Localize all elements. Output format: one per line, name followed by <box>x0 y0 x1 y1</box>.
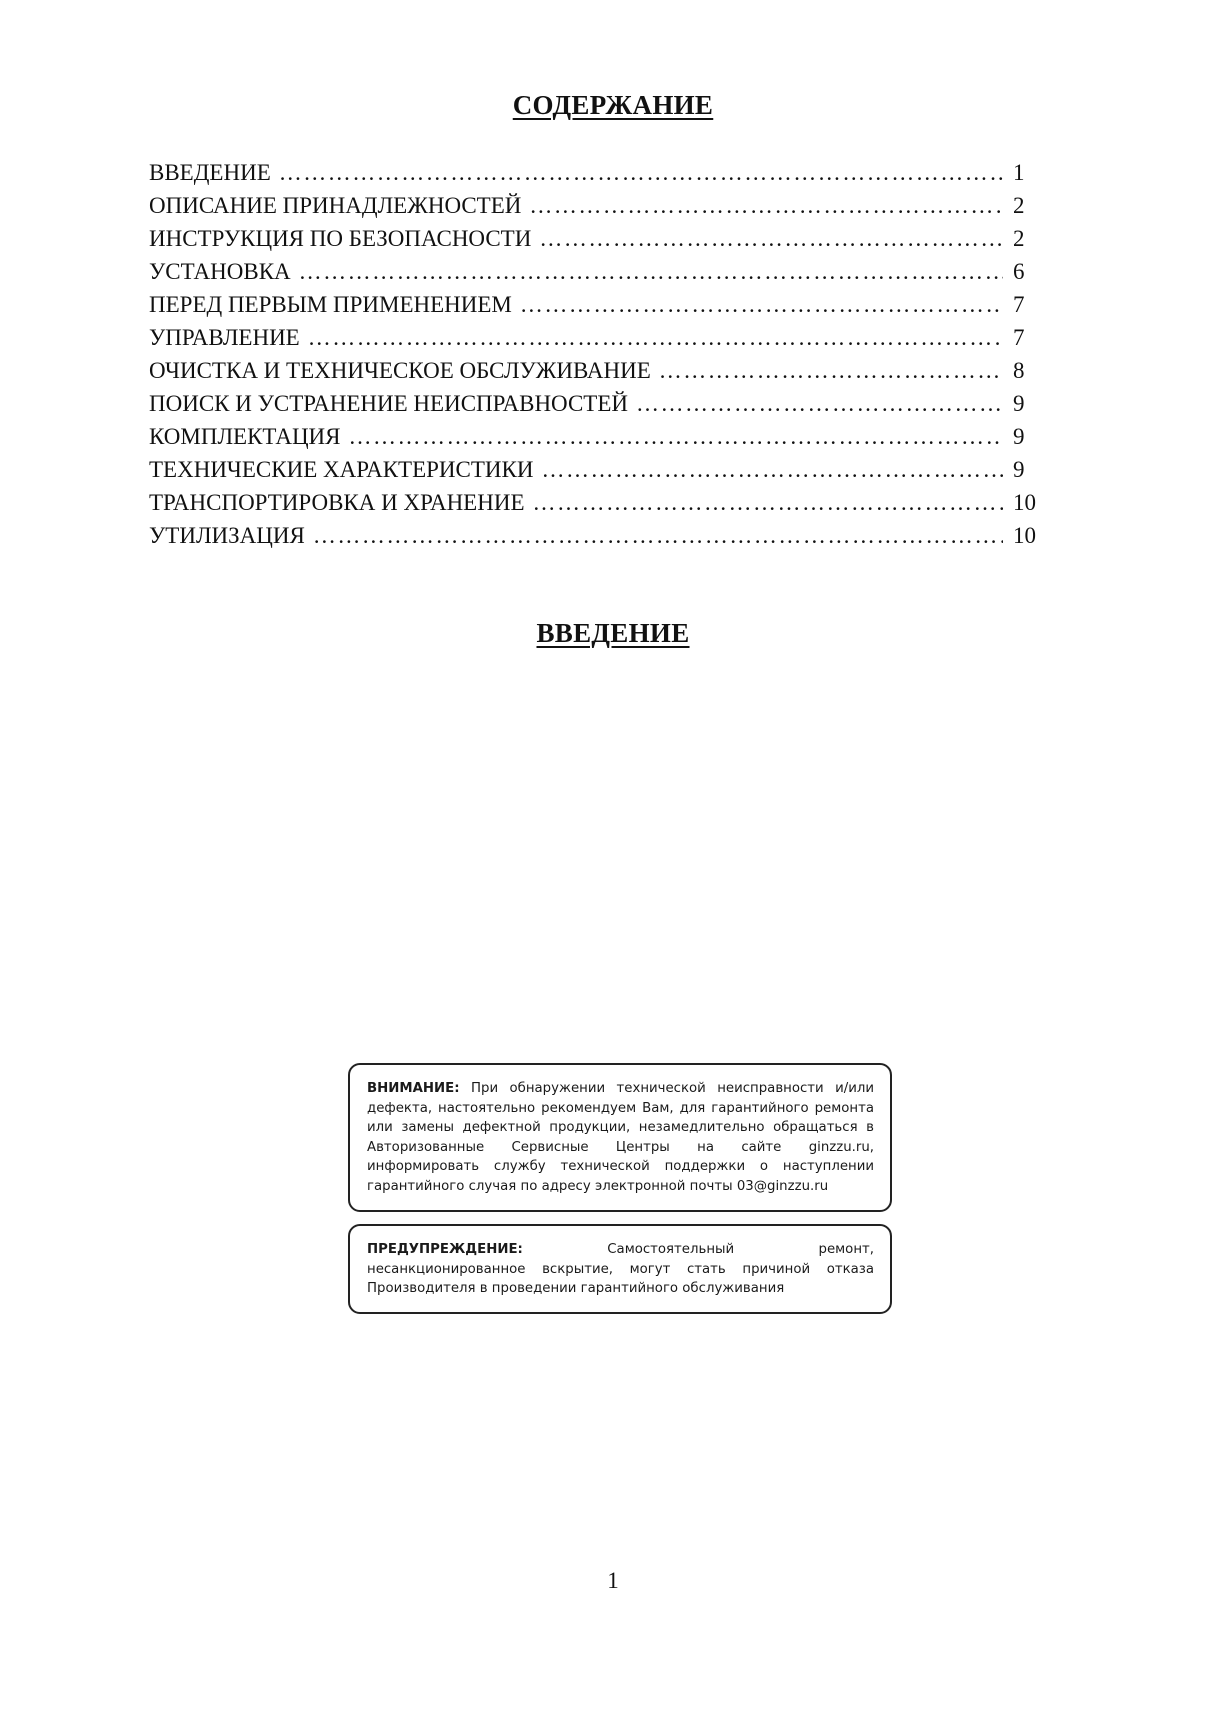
toc-entry <box>149 453 1049 486</box>
toc-leader-dots <box>542 453 1004 486</box>
warning-label: ПРЕДУПРЕЖДЕНИЕ: <box>367 1242 523 1257</box>
toc-entry-title: УСТАНОВКА <box>149 259 291 284</box>
toc-entry-page: 9 <box>1013 391 1025 416</box>
attention-label: ВНИМАНИЕ: <box>367 1081 460 1096</box>
toc-leader-dots <box>349 420 1003 453</box>
warning-notice-box <box>348 1224 892 1314</box>
toc-entry <box>149 156 1049 189</box>
toc-entry-page: 9 <box>1013 424 1025 449</box>
toc-entry-title: ОПИСАНИЕ ПРИНАДЛЕЖНОСТЕЙ <box>149 193 522 218</box>
toc-entry <box>149 354 1049 387</box>
toc-leader-dots <box>636 387 1003 420</box>
toc-heading: СОДЕРЖАНИЕ <box>512 90 714 120</box>
toc-entry <box>149 321 1049 354</box>
attention-notice-box <box>348 1063 892 1212</box>
toc-entry <box>149 255 1049 288</box>
toc-entry-title: ОЧИСТКА И ТЕХНИЧЕСКОЕ ОБСЛУЖИВАНИЕ <box>149 358 651 383</box>
toc-entry <box>149 519 1049 552</box>
toc-entry-page: 9 <box>1013 457 1025 482</box>
toc-entry-title: УПРАВЛЕНИЕ <box>149 325 300 350</box>
toc-entry-page: 6 <box>1013 259 1025 284</box>
toc-leader-dots <box>539 222 1003 255</box>
toc-entry-title: ВВЕДЕНИЕ <box>149 160 271 185</box>
toc-entry-title: ПЕРЕД ПЕРВЫМ ПРИМЕНЕНИЕМ <box>149 292 512 317</box>
attention-text: При обнаружении технической неисправности и/или дефекта, настоятельно рекомендуем Вам, для гарантийного ремонта или замены дефектной продукции, незамедлительно обращаться в Авторизованные Сервисные Центры на сайте ginzzu.ru, информировать службу технической поддержки о наступлении гарантийного случая по адресу электронной почты 03@ginzzu.ru <box>367 1081 874 1194</box>
toc-entry-title: ТЕХНИЧЕСКИЕ ХАРАКТЕРИСТИКИ <box>149 457 534 482</box>
toc-leader-dots <box>533 486 1004 519</box>
toc-entry-page: 2 <box>1013 226 1025 251</box>
toc-leader-dots <box>520 288 1003 321</box>
toc-leader-dots <box>313 519 1003 552</box>
toc-entry <box>149 189 1049 222</box>
page-number: 1 <box>607 1568 619 1593</box>
toc-leader-dots <box>529 189 1003 222</box>
toc-leader-dots <box>299 255 1003 288</box>
toc-entry <box>149 288 1049 321</box>
toc-entry-title: ТРАНСПОРТИРОВКА И ХРАНЕНИЕ <box>149 490 525 515</box>
toc-leader-dots <box>308 321 1003 354</box>
toc-entry-title: УТИЛИЗАЦИЯ <box>149 523 305 548</box>
toc-entry-page: 10 <box>1013 490 1036 515</box>
toc-entry <box>149 222 1049 255</box>
toc-entry-page: 10 <box>1013 523 1036 548</box>
toc-entry-page: 7 <box>1013 325 1025 350</box>
toc-entry-title: ИНСТРУКЦИЯ ПО БЕЗОПАСНОСТИ <box>149 226 532 251</box>
table-of-contents <box>149 156 1049 552</box>
toc-entry <box>149 486 1049 519</box>
toc-entry-page: 1 <box>1013 160 1025 185</box>
toc-entry <box>149 420 1049 453</box>
toc-entry-page: 7 <box>1013 292 1025 317</box>
toc-entry-title: КОМПЛЕКТАЦИЯ <box>149 424 341 449</box>
toc-entry-title: ПОИСК И УСТРАНЕНИЕ НЕИСПРАВНОСТЕЙ <box>149 391 629 416</box>
intro-heading: ВВЕДЕНИЕ <box>536 618 690 648</box>
toc-leader-dots <box>659 354 1003 387</box>
warning-text: Самостоятельный ремонт, несанкционированное вскрытие, могут стать причиной отказа Производителя в проведении гарантийного обслуживания <box>367 1242 874 1297</box>
toc-entry <box>149 387 1049 420</box>
toc-entry-page: 8 <box>1013 358 1025 383</box>
toc-leader-dots <box>279 156 1003 189</box>
toc-entry-page: 2 <box>1013 193 1025 218</box>
